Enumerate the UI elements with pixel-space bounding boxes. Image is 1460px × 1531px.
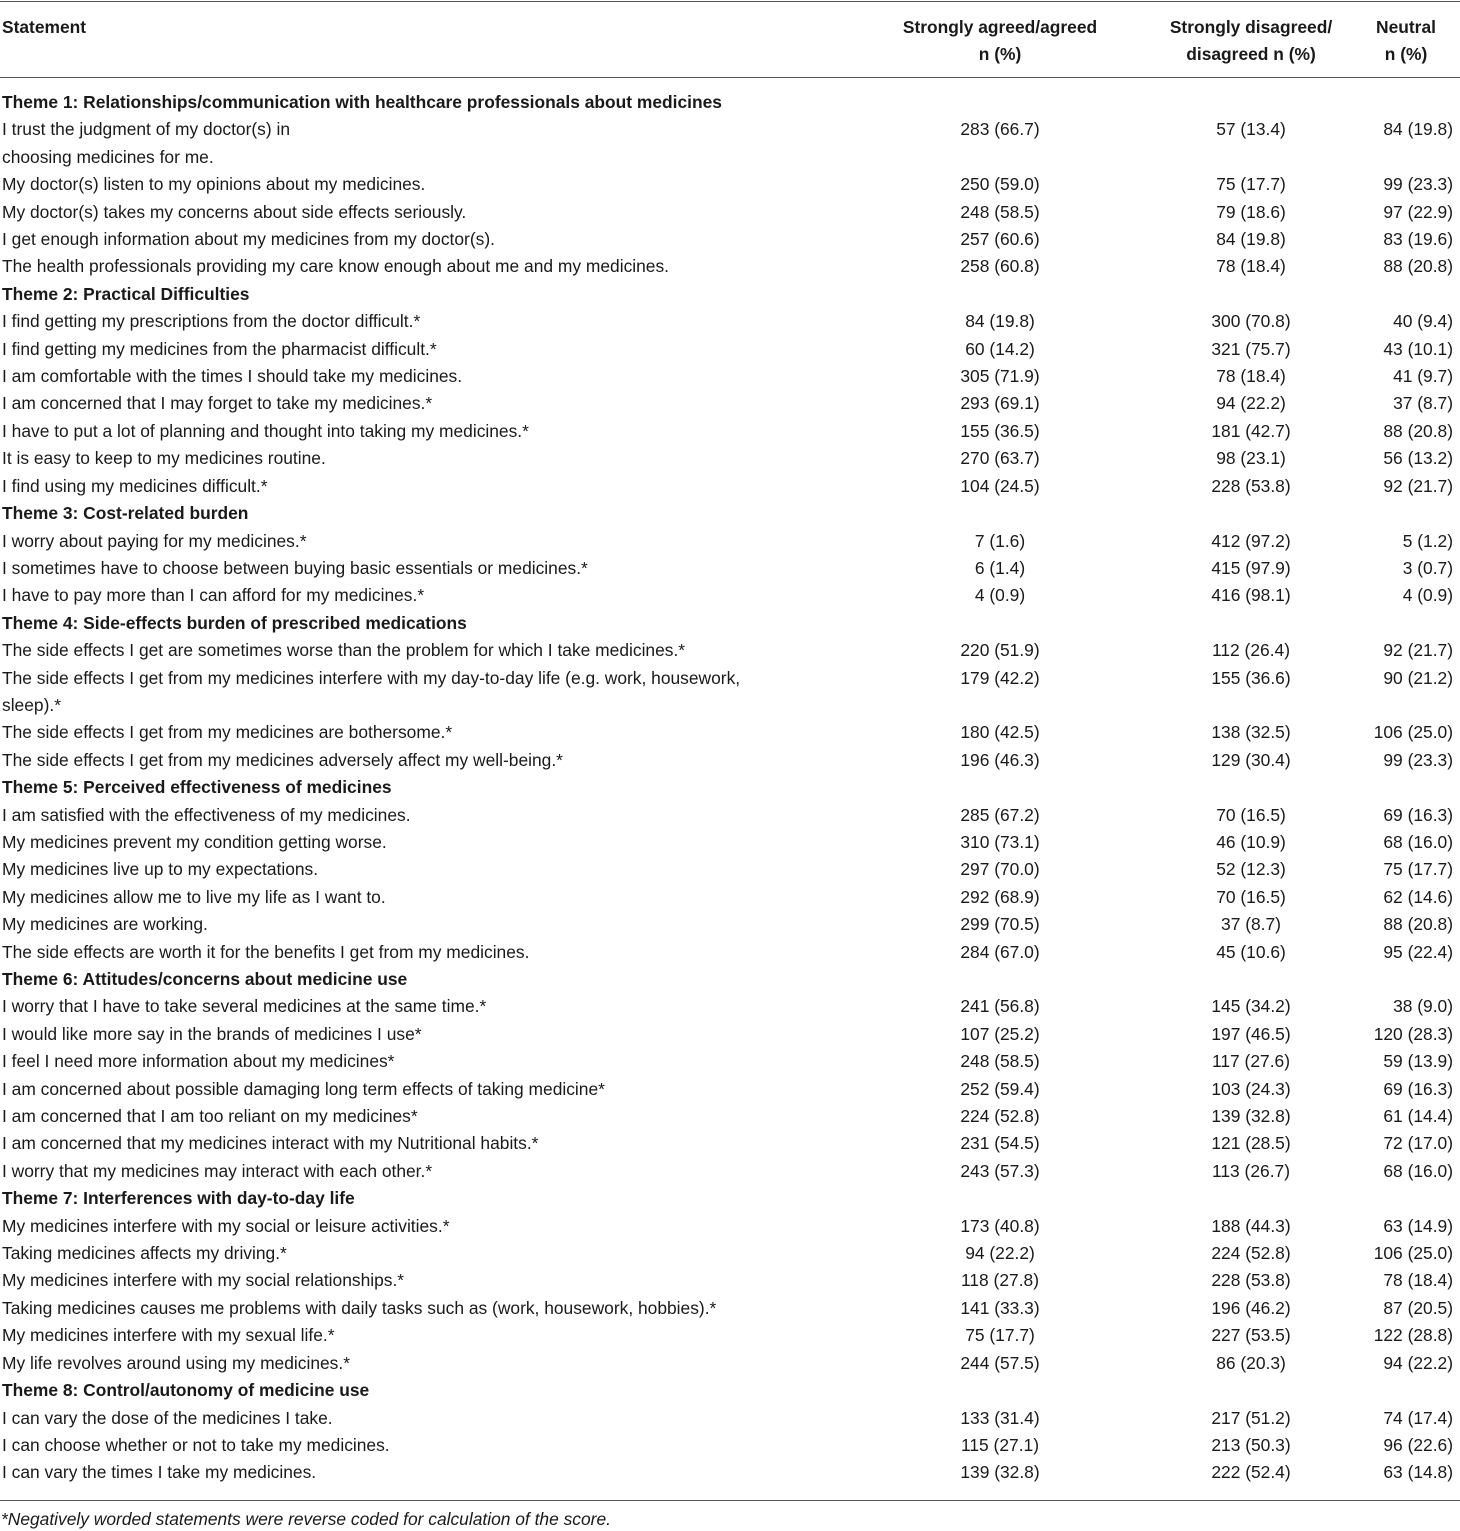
statement-cell: [0, 1240, 850, 1267]
neutral-cell: 106 (25.0): [1373, 722, 1453, 743]
disagreed-cell: 222 (52.4): [1211, 1462, 1291, 1483]
table-row: [0, 1213, 1460, 1240]
disagreed-cell: 37 (8.7): [1221, 914, 1281, 935]
table-row: [0, 939, 1460, 966]
statement-text-continued: sleep).*: [2, 694, 61, 715]
statement-text: Taking medicines causes me problems with daily tasks such as (work, housework, hobbies).*: [2, 1297, 717, 1318]
theme-row: [0, 281, 1460, 308]
neutral-cell: 75 (17.7): [1383, 859, 1453, 880]
agreed-cell: 270 (63.7): [960, 448, 1040, 469]
disagreed-cell: 112 (26.4): [1212, 640, 1290, 661]
table-row: [0, 390, 1460, 417]
agreed-cell: 7 (1.6): [974, 530, 1026, 551]
neutral-cell: 99 (23.3): [1383, 749, 1453, 770]
theme-title: Theme 5: Perceived effectiveness of medicines: [2, 777, 392, 798]
disagreed-cell: 46 (10.9): [1216, 831, 1286, 852]
neutral-cell: 87 (20.5): [1383, 1297, 1453, 1318]
statement-text: My medicines interfere with my social relationships.*: [2, 1270, 405, 1291]
disagreed-cell: 79 (18.6): [1216, 201, 1286, 222]
agreed-cell: 283 (66.7): [960, 119, 1040, 140]
agreed-cell: 292 (68.9): [960, 886, 1040, 907]
neutral-cell: 88 (20.8): [1383, 256, 1453, 277]
statement-text: I find getting my medicines from the pharmacist difficult.*: [2, 338, 437, 359]
disagreed-cell: 84 (19.8): [1216, 229, 1286, 250]
table-row: [0, 1295, 1460, 1322]
agreed-cell: 139 (32.8): [960, 1462, 1040, 1483]
disagreed-cell: 181 (42.7): [1211, 420, 1291, 441]
statement-cell: [0, 171, 850, 198]
statement-cell: [0, 116, 850, 171]
disagreed-cell: 78 (18.4): [1216, 256, 1286, 277]
header-agreed-line2: n (%): [978, 44, 1022, 64]
disagreed-cell: 155 (36.6): [1211, 667, 1291, 688]
statement-cell: [0, 555, 850, 582]
table-row: [0, 199, 1460, 226]
table-row: [0, 1459, 1460, 1486]
table-row: [0, 884, 1460, 911]
table-row: [0, 582, 1460, 609]
statement-cell: [0, 665, 850, 720]
table-row: [0, 637, 1460, 664]
statement-cell: [0, 911, 850, 938]
neutral-cell: 90 (21.2): [1383, 667, 1453, 688]
theme-title: Theme 1: Relationships/communication with healthcare professionals about medicines: [2, 92, 722, 112]
statement-text: I am concerned that I am too reliant on my medicines*: [2, 1106, 418, 1127]
theme-title: Theme 2: Practical Difficulties: [2, 283, 250, 304]
neutral-cell: 96 (22.6): [1383, 1434, 1453, 1455]
statement-text: I am concerned that I may forget to take my medicines.*: [2, 393, 433, 414]
neutral-cell: 95 (22.4): [1383, 941, 1453, 962]
agreed-cell: 118 (27.8): [961, 1270, 1039, 1291]
statement-text: I can vary the dose of the medicines I take.: [2, 1407, 333, 1428]
table-row: [0, 528, 1460, 555]
disagreed-cell: 228 (53.8): [1211, 475, 1291, 496]
disagreed-cell: 217 (51.2): [1211, 1407, 1291, 1428]
agreed-cell: 173 (40.8): [960, 1215, 1040, 1236]
statement-text: My medicines are working.: [2, 914, 208, 935]
statement-cell: [0, 418, 850, 445]
header-agreed-line1: Strongly agreed/agreed: [902, 17, 1098, 37]
disagreed-cell: 103 (24.3): [1211, 1078, 1291, 1099]
statement-cell: [0, 856, 850, 883]
statement-text: I find using my medicines difficult.*: [2, 475, 268, 496]
neutral-cell: 56 (13.2): [1383, 448, 1453, 469]
agreed-cell: 179 (42.2): [960, 667, 1040, 688]
neutral-cell: 92 (21.7): [1383, 475, 1453, 496]
table-row: [0, 802, 1460, 829]
neutral-cell: 43 (10.1): [1383, 338, 1453, 359]
neutral-cell: 61 (14.4): [1383, 1106, 1453, 1127]
neutral-cell: 69 (16.3): [1383, 1078, 1453, 1099]
statement-text: The side effects are worth it for the benefits I get from my medicines.: [2, 941, 530, 962]
neutral-cell: 40 (9.4): [1393, 311, 1453, 332]
agreed-cell: 248 (58.5): [960, 1051, 1040, 1072]
statement-cell: [0, 1103, 850, 1130]
disagreed-cell: 113 (26.7): [1212, 1160, 1290, 1181]
agreed-cell: 180 (42.5): [960, 722, 1040, 743]
statement-cell: [0, 939, 850, 966]
table-row: [0, 911, 1460, 938]
neutral-cell: 106 (25.0): [1373, 1243, 1453, 1264]
statement-cell: [0, 747, 850, 774]
statement-cell: [0, 1130, 850, 1157]
statement-text: I am satisfied with the effectiveness of my medicines.: [2, 804, 411, 825]
statement-text: My medicines prevent my condition getting worse.: [2, 831, 387, 852]
theme-title: Theme 8: Control/autonomy of medicine use: [2, 1380, 370, 1401]
theme-title: Theme 7: Interferences with day-to-day life: [2, 1188, 355, 1209]
neutral-cell: 68 (16.0): [1383, 1160, 1453, 1181]
agreed-cell: 243 (57.3): [960, 1160, 1040, 1181]
agreed-cell: 220 (51.9): [960, 640, 1040, 661]
statement-text: My medicines interfere with my social or leisure activities.*: [2, 1215, 450, 1236]
disagreed-cell: 145 (34.2): [1211, 996, 1291, 1017]
agreed-cell: 244 (57.5): [960, 1352, 1040, 1373]
statement-text: I worry about paying for my medicines.*: [2, 530, 307, 551]
neutral-cell: 37 (8.7): [1393, 393, 1453, 414]
agreed-cell: 107 (25.2): [960, 1023, 1040, 1044]
neutral-cell: 59 (13.9): [1383, 1051, 1453, 1072]
agreed-cell: 297 (70.0): [960, 859, 1040, 880]
statement-cell: [0, 884, 850, 911]
statement-text: The side effects I get from my medicines adversely affect my well-being.*: [2, 749, 563, 770]
disagreed-cell: 197 (46.5): [1211, 1023, 1291, 1044]
statement-cell: [0, 582, 850, 609]
statement-text: I can choose whether or not to take my medicines.: [2, 1434, 390, 1455]
statement-text: I trust the judgment of my doctor(s) in: [2, 119, 291, 140]
statement-cell: [0, 802, 850, 829]
header-disagreed-line1: Strongly disagreed/: [1169, 17, 1333, 37]
neutral-cell: 5 (1.2): [1402, 530, 1453, 551]
disagreed-cell: 138 (32.5): [1211, 722, 1291, 743]
agreed-cell: 231 (54.5): [960, 1133, 1040, 1154]
neutral-cell: 78 (18.4): [1383, 1270, 1453, 1291]
theme-row: [0, 500, 1460, 527]
statement-text: My medicines live up to my expectations.: [2, 859, 319, 880]
table-body: [0, 77, 1460, 1487]
statement-cell: [0, 1021, 850, 1048]
table-row: [0, 116, 1460, 171]
statement-cell: [0, 829, 850, 856]
statement-cell: [0, 445, 850, 472]
header-neutral-line2: n (%): [1384, 44, 1428, 64]
table-row: [0, 1048, 1460, 1075]
statement-cell: [0, 1322, 850, 1349]
footnote: *Negatively worded statements were reverse coded for calculation of the score.: [1, 1509, 611, 1529]
theme-row: [0, 77, 1460, 116]
statement-text: I worry that my medicines may interact with each other.*: [2, 1160, 433, 1181]
statement-text: Taking medicines affects my driving.*: [2, 1243, 287, 1264]
neutral-cell: 84 (19.8): [1383, 119, 1453, 140]
agreed-cell: 196 (46.3): [960, 749, 1040, 770]
statement-text: It is easy to keep to my medicines routine.: [2, 448, 326, 469]
neutral-cell: 97 (22.9): [1383, 201, 1453, 222]
header-statement: Statement: [2, 17, 87, 37]
table-row: [0, 1350, 1460, 1377]
neutral-cell: 120 (28.3): [1373, 1023, 1453, 1044]
statement-cell: [0, 1158, 850, 1185]
statement-cell: [0, 1213, 850, 1240]
statement-text: My life revolves around using my medicines.*: [2, 1352, 350, 1373]
bottom-rule: [0, 1500, 1460, 1501]
table-row: [0, 1432, 1460, 1459]
agreed-cell: 75 (17.7): [965, 1325, 1035, 1346]
disagreed-cell: 94 (22.2): [1216, 393, 1286, 414]
neutral-cell: 99 (23.3): [1383, 174, 1453, 195]
disagreed-cell: 415 (97.9): [1211, 557, 1291, 578]
neutral-cell: 83 (19.6): [1383, 229, 1453, 250]
agreed-cell: 305 (71.9): [960, 366, 1040, 387]
statement-cell: [0, 1432, 850, 1459]
neutral-cell: 68 (16.0): [1383, 831, 1453, 852]
statement-cell: [0, 528, 850, 555]
statement-cell: [0, 637, 850, 664]
table-row: [0, 856, 1460, 883]
statement-cell: [0, 473, 850, 500]
table-row: [0, 171, 1460, 198]
disagreed-cell: 117 (27.6): [1212, 1051, 1290, 1072]
agreed-cell: 285 (67.2): [960, 804, 1040, 825]
neutral-cell: 88 (20.8): [1383, 420, 1453, 441]
table-row: [0, 993, 1460, 1020]
neutral-cell: 92 (21.7): [1383, 640, 1453, 661]
table-row: [0, 555, 1460, 582]
theme-title: Theme 4: Side-effects burden of prescribed medications: [2, 612, 467, 633]
table-row: [0, 1076, 1460, 1103]
theme-row: [0, 966, 1460, 993]
disagreed-cell: 196 (46.2): [1211, 1297, 1291, 1318]
disagreed-cell: 224 (52.8): [1211, 1243, 1291, 1264]
statement-cell: [0, 253, 850, 280]
disagreed-cell: 300 (70.8): [1211, 311, 1291, 332]
table-row: [0, 665, 1460, 720]
statement-cell: [0, 308, 850, 335]
table-row: [0, 1322, 1460, 1349]
table-row: [0, 418, 1460, 445]
table-row: [0, 719, 1460, 746]
statement-text: I find getting my prescriptions from the doctor difficult.*: [2, 311, 421, 332]
statement-cell: [0, 1459, 850, 1486]
agreed-cell: 4 (0.9): [974, 585, 1026, 606]
theme-title: Theme 6: Attitudes/concerns about medicine use: [2, 969, 408, 989]
neutral-cell: 41 (9.7): [1393, 366, 1453, 387]
neutral-cell: 3 (0.7): [1402, 557, 1453, 578]
survey-table: [0, 2, 1460, 1487]
disagreed-cell: 57 (13.4): [1216, 119, 1286, 140]
agreed-cell: 84 (19.8): [965, 311, 1035, 332]
disagreed-cell: 78 (18.4): [1216, 366, 1286, 387]
agreed-cell: 133 (31.4): [960, 1407, 1040, 1428]
disagreed-cell: 213 (50.3): [1211, 1434, 1291, 1455]
agreed-cell: 299 (70.5): [960, 914, 1040, 935]
statement-text: I have to pay more than I can afford for my medicines.*: [2, 585, 425, 606]
table-row: [0, 1130, 1460, 1157]
agreed-cell: 141 (33.3): [960, 1297, 1040, 1318]
agreed-cell: 155 (36.5): [960, 420, 1040, 441]
disagreed-cell: 321 (75.7): [1211, 338, 1291, 359]
table-row: [0, 829, 1460, 856]
table-row: [0, 363, 1460, 390]
table-row: [0, 1021, 1460, 1048]
statement-cell: [0, 1076, 850, 1103]
agreed-cell: 293 (69.1): [960, 393, 1040, 414]
agreed-cell: 241 (56.8): [960, 996, 1040, 1017]
header-agreed: [850, 2, 1150, 77]
theme-title: Theme 3: Cost-related burden: [2, 503, 249, 524]
statement-text: I can vary the times I take my medicines.: [2, 1462, 317, 1483]
statement-text: I am comfortable with the times I should take my medicines.: [2, 366, 463, 387]
statement-text: I would like more say in the brands of medicines I use*: [2, 1023, 422, 1044]
statement-cell: [0, 1295, 850, 1322]
neutral-cell: 4 (0.9): [1402, 585, 1453, 606]
theme-row: [0, 610, 1460, 637]
neutral-cell: 72 (17.0): [1383, 1133, 1453, 1154]
neutral-cell: 69 (16.3): [1383, 804, 1453, 825]
table-row: [0, 1158, 1460, 1185]
disagreed-cell: 139 (32.8): [1211, 1106, 1291, 1127]
statement-cell: [0, 390, 850, 417]
agreed-cell: 252 (59.4): [960, 1078, 1040, 1099]
header-disagreed-line2: disagreed n (%): [1186, 44, 1316, 64]
table-row: [0, 226, 1460, 253]
disagreed-cell: 98 (23.1): [1216, 448, 1286, 469]
agreed-cell: 284 (67.0): [960, 941, 1040, 962]
table-row: [0, 1103, 1460, 1130]
agreed-cell: 258 (60.8): [960, 256, 1040, 277]
statement-cell: [0, 1267, 850, 1294]
table-row: [0, 336, 1460, 363]
agreed-cell: 257 (60.6): [960, 229, 1040, 250]
disagreed-cell: 45 (10.6): [1216, 941, 1286, 962]
statement-text: I have to put a lot of planning and thought into taking my medicines.*: [2, 420, 529, 441]
statement-text: The side effects I get from my medicines interfere with my day-to-day life (e.g. work, housework,: [2, 667, 741, 688]
table-row: [0, 1267, 1460, 1294]
disagreed-cell: 75 (17.7): [1216, 174, 1286, 195]
disagreed-cell: 86 (20.3): [1216, 1352, 1286, 1373]
agreed-cell: 310 (73.1): [960, 831, 1040, 852]
statement-cell: [0, 719, 850, 746]
disagreed-cell: 412 (97.2): [1211, 530, 1291, 551]
statement-cell: [0, 1048, 850, 1075]
agreed-cell: 94 (22.2): [965, 1243, 1035, 1264]
statement-cell: [0, 1350, 850, 1377]
statement-cell: [0, 363, 850, 390]
statement-text: I am concerned about possible damaging long term effects of taking medicine*: [2, 1078, 605, 1099]
theme-row: [0, 1185, 1460, 1212]
disagreed-cell: 52 (12.3): [1216, 859, 1286, 880]
agreed-cell: 6 (1.4): [974, 557, 1026, 578]
agreed-cell: 224 (52.8): [960, 1106, 1040, 1127]
table-row: [0, 747, 1460, 774]
statement-text: I worry that I have to take several medicines at the same time.*: [2, 996, 487, 1017]
disagreed-cell: 70 (16.5): [1216, 886, 1286, 907]
agreed-cell: 104 (24.5): [960, 475, 1040, 496]
statement-cell: [0, 199, 850, 226]
table-row: [0, 253, 1460, 280]
neutral-cell: 63 (14.9): [1383, 1215, 1453, 1236]
table-row: [0, 308, 1460, 335]
statement-text: The side effects I get are sometimes worse than the problem for which I take medicines.*: [2, 640, 686, 661]
disagreed-cell: 121 (28.5): [1211, 1133, 1291, 1154]
statement-text: My doctor(s) listen to my opinions about my medicines.: [2, 174, 426, 195]
header-neutral: [1352, 2, 1460, 77]
statement-text: My medicines interfere with my sexual life.*: [2, 1325, 335, 1346]
theme-row: [0, 774, 1460, 801]
neutral-cell: 122 (28.8): [1373, 1325, 1453, 1346]
statement-text: I feel I need more information about my medicines*: [2, 1051, 395, 1072]
statement-text: My doctor(s) takes my concerns about side effects seriously.: [2, 201, 467, 222]
statement-text-continued: choosing medicines for me.: [2, 146, 214, 167]
neutral-cell: 63 (14.8): [1383, 1462, 1453, 1483]
table-row: [0, 445, 1460, 472]
statement-cell: [0, 1405, 850, 1432]
agreed-cell: 115 (27.1): [961, 1434, 1039, 1455]
disagreed-cell: 227 (53.5): [1211, 1325, 1291, 1346]
theme-row: [0, 1377, 1460, 1404]
neutral-cell: 38 (9.0): [1393, 996, 1453, 1017]
neutral-cell: 74 (17.4): [1383, 1407, 1453, 1428]
header-row: [0, 2, 1460, 77]
neutral-cell: 62 (14.6): [1383, 886, 1453, 907]
statement-text: My medicines allow me to live my life as I want to.: [2, 886, 386, 907]
neutral-cell: 88 (20.8): [1383, 914, 1453, 935]
header-disagreed: [1150, 2, 1352, 77]
disagreed-cell: 70 (16.5): [1216, 804, 1286, 825]
statement-text: I sometimes have to choose between buying basic essentials or medicines.*: [2, 557, 588, 578]
statement-text: The health professionals providing my care know enough about me and my medicines.: [2, 256, 670, 277]
agreed-cell: 60 (14.2): [965, 338, 1035, 359]
header-neutral-line1: Neutral: [1376, 17, 1436, 37]
disagreed-cell: 416 (98.1): [1211, 585, 1291, 606]
disagreed-cell: 188 (44.3): [1211, 1215, 1291, 1236]
statement-cell: [0, 336, 850, 363]
agreed-cell: 250 (59.0): [960, 174, 1040, 195]
neutral-cell: 94 (22.2): [1383, 1352, 1453, 1373]
statement-cell: [0, 226, 850, 253]
statement-text: I am concerned that my medicines interact with my Nutritional habits.*: [2, 1133, 539, 1154]
table-row: [0, 473, 1460, 500]
agreed-cell: 248 (58.5): [960, 201, 1040, 222]
table-row: [0, 1405, 1460, 1432]
statement-text: I get enough information about my medicines from my doctor(s).: [2, 229, 495, 250]
table-row: [0, 1240, 1460, 1267]
disagreed-cell: 228 (53.8): [1211, 1270, 1291, 1291]
statement-cell: [0, 993, 850, 1020]
disagreed-cell: 129 (30.4): [1211, 749, 1291, 770]
statement-text: The side effects I get from my medicines are bothersome.*: [2, 722, 453, 743]
